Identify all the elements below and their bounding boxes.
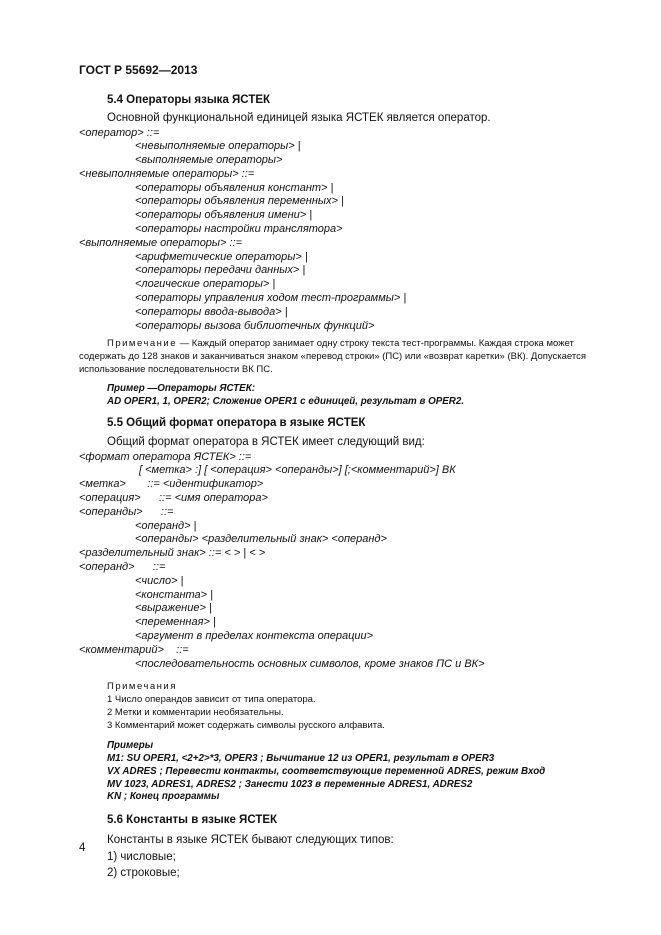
section-5-4-example <box>79 383 619 409</box>
section-5-6-title: 5.6 Константы в языке ЯСТЕК <box>107 814 278 827</box>
grammar-line: <выражение> | <box>135 602 212 615</box>
page-content <box>79 92 619 882</box>
note-line-2: содержать до 128 знаков и заканчиваться знаком «перевод строки» (ПС) или «возврат каретки» (ВК). Допускается <box>79 351 587 363</box>
grammar-line: <операция> ::= <имя оператора> <box>79 491 268 504</box>
example-line: MV 1023, ADRES1, ADRES2 ; Занести 1023 в переменные ADRES1, ADRES2 <box>107 778 473 790</box>
grammar-line: <переменная> | <box>135 616 216 629</box>
grammar-line: <оператор> ::= <box>79 126 160 139</box>
grammar-line: <аргумент в пределах контекста операции> <box>135 629 374 642</box>
grammar-line: <разделительный знак> ::= < > | < > <box>79 547 266 560</box>
note-item: 1 Число операндов зависит от типа оператора. <box>107 694 316 706</box>
note-text-1: — Каждый оператор занимает одну строку текста тест-программы. Каждая строка может <box>177 338 574 350</box>
note-line-3: использование последовательности ВК ПС. <box>79 364 273 376</box>
grammar-line: <выполняемые операторы> <box>135 154 283 167</box>
list-item: 2) строковые; <box>107 867 180 880</box>
grammar-line: <операнды> <разделительный знак> <операнд> <box>135 533 387 546</box>
grammar-line: <формат оператора ЯСТЕК> ::= <box>79 450 252 463</box>
grammar-line: <константа> | <box>135 588 213 601</box>
grammar-line: <операторы объявления имени> | <box>135 209 313 222</box>
examples-title: Примеры <box>107 740 154 752</box>
section-5-4-note <box>79 337 619 376</box>
grammar-line: <арифметические операторы> | <box>135 250 308 263</box>
page-number: 4 <box>79 842 86 854</box>
grammar-line: <операторы настройки транслятора> <box>135 223 343 236</box>
grammar-line: <комментарий> ::= <box>79 643 189 656</box>
grammar-line: <операторы вызова библиотечных функций> <box>135 319 375 332</box>
grammar-line: <операторы объявления констант> | <box>135 181 334 194</box>
grammar-line: <операторы управления ходом тест-программы> | <box>135 292 407 305</box>
example-title: Пример —Операторы ЯСТЕК: <box>107 383 255 395</box>
section-5-4-intro: Основной функциональной единицей языка ЯСТЕК является оператор. <box>107 112 491 124</box>
grammar-line: <операторы передачи данных> | <box>135 264 306 277</box>
grammar-line: <операнд> | <box>135 519 197 532</box>
section-5-5-grammar <box>79 451 619 672</box>
grammar-line: [ <метка> :] [ <операция> <операнды>] [;<комментарий>] ВК <box>139 464 456 477</box>
example-line: M1: SU OPER1, <2+2>*3, OPER3 ; Вычитание 12 из OPER1, результат в OPER3 <box>107 753 495 765</box>
grammar-line: <невыполняемые операторы> | <box>135 140 301 153</box>
section-5-5-examples <box>79 740 619 804</box>
grammar-line: <операторы ввода-вывода> | <box>135 305 288 318</box>
standard-header: ГОСТ Р 55692—2013 <box>79 63 198 77</box>
list-item: 1) числовые; <box>107 850 176 863</box>
note-line-1 <box>107 337 619 350</box>
grammar-line: <операнд> ::= <box>79 560 166 573</box>
grammar-line: <метка> ::= <идентификатор> <box>79 478 264 491</box>
grammar-line: <последовательность основных символов, кроме знаков ПС и ВК> <box>135 657 485 670</box>
section-5-5-title: 5.5 Общий формат оператора в языке ЯСТЕК <box>107 417 366 430</box>
notes-title: Примечания <box>107 681 177 693</box>
section-5-4-title: 5.4 Операторы языка ЯСТЕК <box>107 94 271 106</box>
section-5-4-grammar <box>79 127 619 334</box>
note-item: 3 Комментарий может содержать символы русского алфавита. <box>107 720 385 732</box>
grammar-line: <операнды> ::= <box>79 505 174 518</box>
grammar-line: <логические операторы> | <box>135 278 276 291</box>
grammar-line: <операторы объявления переменных> | <box>135 195 344 208</box>
example-line: KN ; Конец программы <box>107 791 220 803</box>
note-item: 2 Метки и комментарии необязательны. <box>107 707 284 719</box>
grammar-line: <число> | <box>135 574 184 587</box>
grammar-line: <невыполняемые операторы> ::= <box>79 167 255 180</box>
example-line: VX ADRES ; Перевести контакты, соответствующие переменной ADRES, режим Вход <box>107 765 546 777</box>
example-line: AD OPER1, 1, OPER2; Сложение OPER1 с единицей, результат в OPER2. <box>107 396 465 408</box>
section-5-5-notes <box>79 680 619 732</box>
note-label: Примечание <box>107 338 177 350</box>
section-5-6-intro: Константы в языке ЯСТЕК бывают следующих типов: <box>107 834 394 847</box>
section-5-5-intro: Общий формат оператора в ЯСТЕК имеет следующий вид: <box>107 436 425 449</box>
grammar-line: <выполняемые операторы> ::= <box>79 236 243 249</box>
